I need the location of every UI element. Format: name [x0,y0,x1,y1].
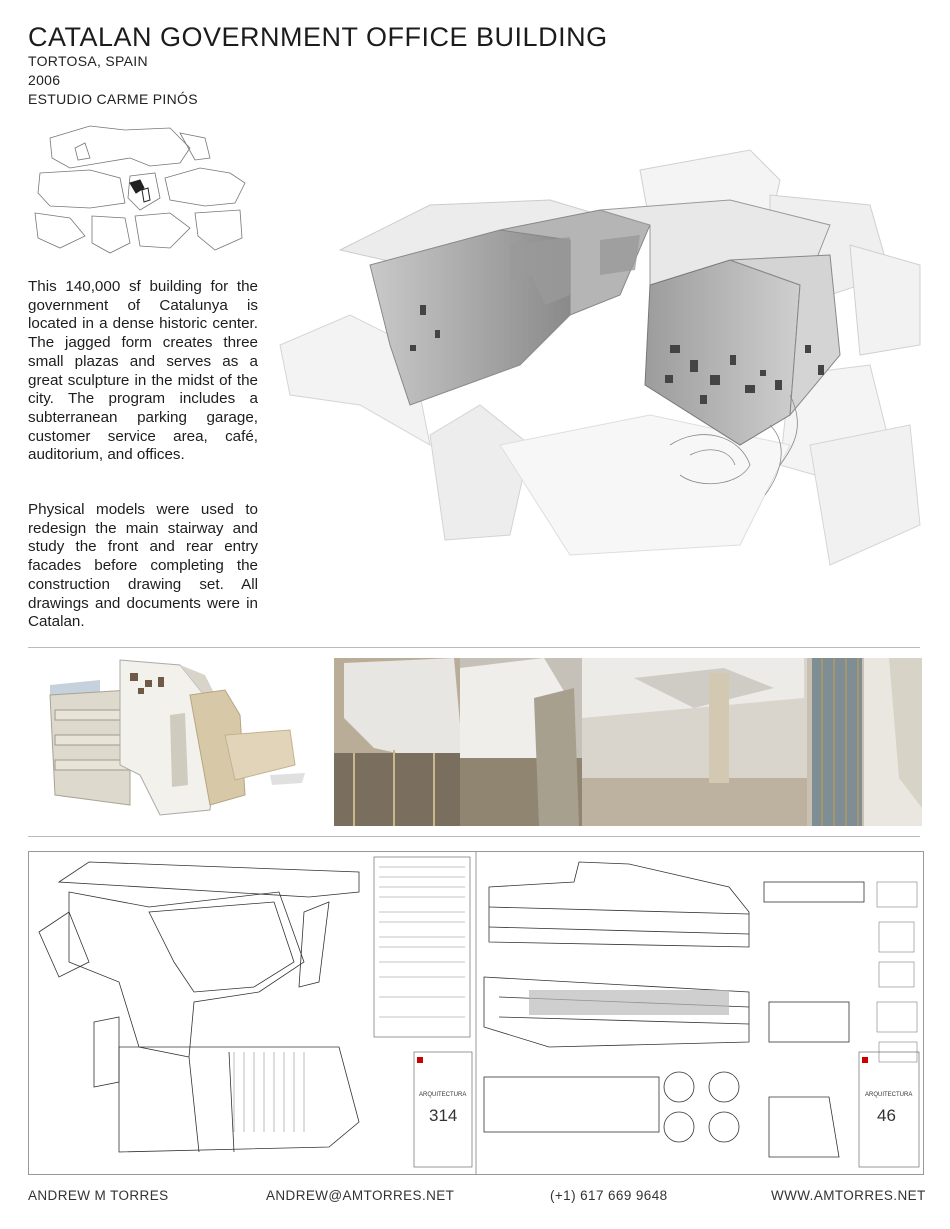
project-location: TORTOSA, SPAIN [28,53,148,69]
left-sheet-number: 314 [429,1106,458,1125]
divider-middle [28,836,920,837]
right-sheet-label: ARQUITECTURA [865,1092,913,1098]
main-massing-model-photo [270,145,925,585]
interior-model-photos [334,658,922,826]
left-sheet-label: ARQUITECTURA [419,1092,467,1098]
divider-top [28,647,920,648]
right-sheet-number: 46 [877,1106,896,1125]
footer-website[interactable]: WWW.AMTORRES.NET [771,1188,926,1203]
entry-facade-model-photo [40,655,310,820]
description-paragraph-2: Physical models were used to redesign the main stairway and study the front and rear entry facades before completing the construction drawing set. All drawings and documents were in Catalan. [28,501,258,631]
project-year: 2006 [28,72,61,88]
construction-drawings [28,851,924,1175]
description-paragraph-1: This 140,000 sf building for the government of Catalunya is located in a dense historic center. The jagged form creates three small plazas and serves as a great sculpture in the midst of the city. The program includes a subterranean parking garage, customer service area, café, auditorium, and offices. [28,278,258,464]
footer-phone: (+1) 617 669 9648 [550,1188,668,1203]
page-title: CATALAN GOVERNMENT OFFICE BUILDING [28,22,608,52]
drawing-sheets [29,852,923,1174]
interior-model-views [334,658,922,826]
site-plan-drawing [30,118,248,256]
footer-name: ANDREW M TORRES [28,1188,169,1203]
project-architect: ESTUDIO CARME PINÓS [28,91,198,107]
footer-email[interactable]: ANDREW@AMTORRES.NET [266,1188,455,1203]
